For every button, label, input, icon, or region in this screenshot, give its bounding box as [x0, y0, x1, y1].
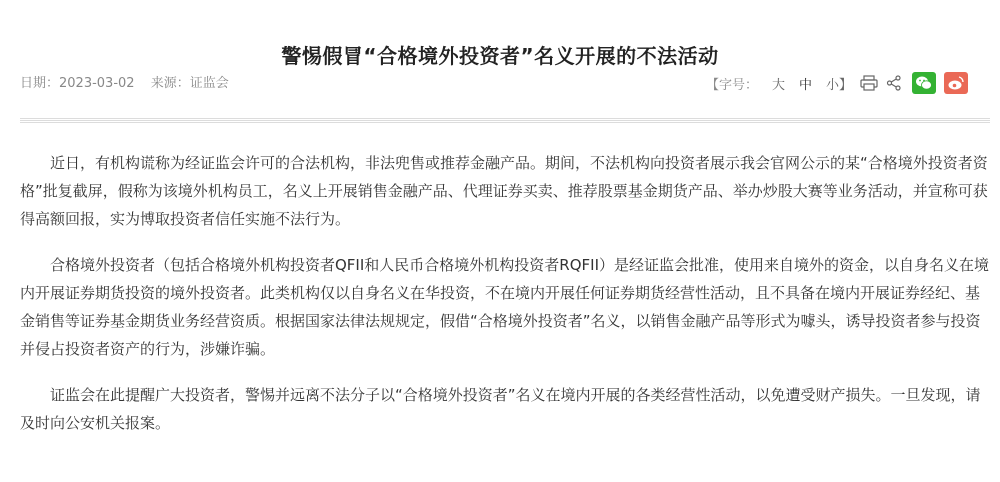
share-icon[interactable] [886, 75, 902, 91]
font-size-large-button[interactable]: 大 [771, 77, 785, 93]
article-title: 警惕假冒“合格境外投资者”名义开展的不法活动 [281, 44, 719, 68]
font-size-label: 【字号： [705, 77, 758, 93]
paragraph-2: 合格境外投资者（包括合格境外机构投资者QFII和人民币合格境外机构投资者RQFII）是经证监会批准，使用来自境外的资金，以自身名义在境内开展证券期货投资的境外投资者。此类机构仅以自身名义在华投资，不在境内开展任何证券期货经营性活动，且不具备在境内开展证券经纪、基金销售等证券基金期货业务经营资质。根据国家法律法规规定，假借“合格境外投资者”名义，以销售金融产品等形式为噱头，诱导投资者参与投资并侵占投资者资产的行为，涉嫌诈骗。 [20, 256, 989, 358]
paragraph-3: 证监会在此提醒广大投资者，警惕并远离不法分子以“合格境外投资者”名义在境内开展的各类经营性活动，以免遭受财产损失。一旦发现，请及时向公安机关报案。 [20, 386, 981, 432]
wechat-icon[interactable] [912, 72, 936, 94]
font-size-medium-button[interactable]: 中 [798, 77, 812, 93]
article-source: 来源：证监会 [150, 76, 229, 91]
article-meta [20, 72, 241, 91]
header-divider [20, 118, 990, 124]
print-icon[interactable] [860, 75, 878, 91]
paragraph-1: 近日，有机构谎称为经证监会许可的合法机构，非法兜售或推荐金融产品。期间，不法机构向投资者展示我会官网公示的某“合格境外投资者资格”批复截屏，假称为该境外机构员工，名义上开展销售金融产品、代理证券买卖、推荐股票基金期货产品、举办炒股大赛等业务活动，并宣称可获得高额回报，实为博取投资者信任实施不法行为。 [20, 154, 988, 228]
publish-date: 日期：2023-03-02 [20, 76, 135, 91]
weibo-icon[interactable] [944, 72, 968, 94]
font-size-small-button[interactable]: 小】 [825, 77, 852, 93]
article-toolbar [706, 70, 968, 96]
article-body [20, 149, 990, 455]
